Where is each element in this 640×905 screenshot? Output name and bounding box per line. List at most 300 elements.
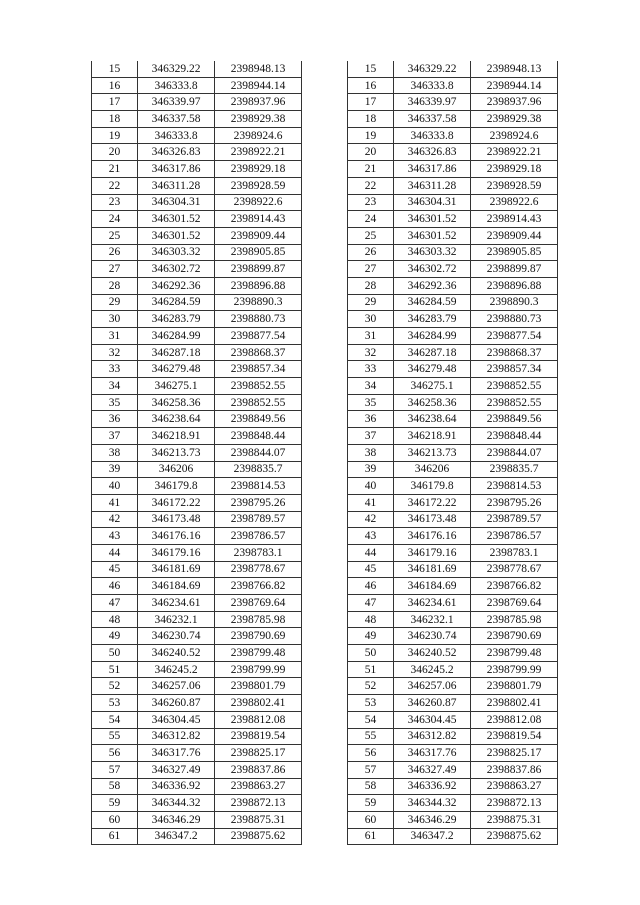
table-row (92, 111, 302, 128)
y-coordinate-cell: 2398825.17 (215, 745, 302, 762)
point-number-cell: 28 (92, 277, 138, 294)
y-coordinate-cell: 2398844.07 (471, 444, 558, 461)
y-coordinate-cell: 2398922.6 (215, 194, 302, 211)
point-number-cell: 54 (348, 711, 394, 728)
y-coordinate-cell: 2398948.13 (471, 61, 558, 77)
point-number-cell: 27 (92, 261, 138, 278)
point-number-cell: 47 (92, 595, 138, 612)
point-number-cell: 17 (348, 94, 394, 111)
x-coordinate-cell: 346317.86 (138, 161, 215, 178)
y-coordinate-cell: 2398928.59 (215, 177, 302, 194)
table-row (92, 127, 302, 144)
x-coordinate-cell: 346181.69 (394, 561, 471, 578)
y-coordinate-cell: 2398783.1 (215, 544, 302, 561)
table-row (92, 378, 302, 395)
y-coordinate-cell: 2398857.34 (215, 361, 302, 378)
table-row (92, 361, 302, 378)
point-number-cell: 42 (348, 511, 394, 528)
x-coordinate-cell: 346304.45 (394, 711, 471, 728)
table-row (92, 311, 302, 328)
point-number-cell: 24 (348, 211, 394, 228)
y-coordinate-cell: 2398880.73 (471, 311, 558, 328)
y-coordinate-cell: 2398937.96 (215, 94, 302, 111)
y-coordinate-cell: 2398899.87 (471, 261, 558, 278)
point-number-cell: 26 (92, 244, 138, 261)
point-number-cell: 24 (92, 211, 138, 228)
point-number-cell: 52 (92, 678, 138, 695)
x-coordinate-cell: 346283.79 (394, 311, 471, 328)
x-coordinate-cell: 346339.97 (394, 94, 471, 111)
point-number-cell: 34 (348, 378, 394, 395)
x-coordinate-cell: 346302.72 (138, 261, 215, 278)
table-row (348, 778, 558, 795)
point-number-cell: 50 (92, 645, 138, 662)
point-number-cell: 46 (348, 578, 394, 595)
point-number-cell: 49 (92, 628, 138, 645)
x-coordinate-cell: 346287.18 (138, 344, 215, 361)
x-coordinate-cell: 346179.16 (138, 544, 215, 561)
y-coordinate-cell: 2398863.27 (215, 778, 302, 795)
x-coordinate-cell: 346301.52 (394, 211, 471, 228)
x-coordinate-cell: 346179.8 (394, 478, 471, 495)
y-coordinate-cell: 2398852.55 (215, 394, 302, 411)
y-coordinate-cell: 2398837.86 (215, 761, 302, 778)
x-coordinate-cell: 346213.73 (394, 444, 471, 461)
table-row (348, 127, 558, 144)
x-coordinate-cell: 346260.87 (394, 695, 471, 712)
y-coordinate-cell: 2398799.99 (215, 661, 302, 678)
table-row (92, 811, 302, 828)
y-coordinate-cell: 2398905.85 (215, 244, 302, 261)
table-row (92, 778, 302, 795)
x-coordinate-cell: 346304.45 (138, 711, 215, 728)
x-coordinate-cell: 346279.48 (394, 361, 471, 378)
point-number-cell: 40 (348, 478, 394, 495)
x-coordinate-cell: 346301.52 (138, 211, 215, 228)
x-coordinate-cell: 346346.29 (138, 811, 215, 828)
x-coordinate-cell: 346179.16 (394, 544, 471, 561)
x-coordinate-cell: 346258.36 (138, 394, 215, 411)
point-number-cell: 41 (348, 494, 394, 511)
table-row (348, 361, 558, 378)
x-coordinate-cell: 346240.52 (138, 645, 215, 662)
table-row (92, 94, 302, 111)
x-coordinate-cell: 346206 (138, 461, 215, 478)
table-row (348, 828, 558, 845)
table-row (92, 394, 302, 411)
point-number-cell: 59 (348, 795, 394, 812)
table-row (348, 277, 558, 294)
table-row (348, 761, 558, 778)
point-number-cell: 33 (348, 361, 394, 378)
table-row (348, 461, 558, 478)
y-coordinate-cell: 2398937.96 (471, 94, 558, 111)
point-number-cell: 39 (92, 461, 138, 478)
table-row (92, 728, 302, 745)
y-coordinate-cell: 2398929.18 (471, 161, 558, 178)
point-number-cell: 40 (92, 478, 138, 495)
coordinate-table-right (347, 61, 558, 845)
point-number-cell: 33 (92, 361, 138, 378)
table-row (92, 494, 302, 511)
x-coordinate-cell: 346303.32 (394, 244, 471, 261)
x-coordinate-cell: 346238.64 (138, 411, 215, 428)
y-coordinate-cell: 2398872.13 (215, 795, 302, 812)
x-coordinate-cell: 346347.2 (394, 828, 471, 845)
table-row (92, 411, 302, 428)
point-number-cell: 36 (348, 411, 394, 428)
table-row (92, 711, 302, 728)
x-coordinate-cell: 346317.86 (394, 161, 471, 178)
point-number-cell: 17 (92, 94, 138, 111)
table-row (348, 61, 558, 77)
x-coordinate-cell: 346317.76 (394, 745, 471, 762)
y-coordinate-cell: 2398929.38 (215, 111, 302, 128)
coordinate-table-left-body (92, 61, 302, 845)
x-coordinate-cell: 346257.06 (394, 678, 471, 695)
y-coordinate-cell: 2398852.55 (471, 394, 558, 411)
y-coordinate-cell: 2398835.7 (215, 461, 302, 478)
point-number-cell: 34 (92, 378, 138, 395)
point-number-cell: 20 (348, 144, 394, 161)
table-row (348, 378, 558, 395)
y-coordinate-cell: 2398909.44 (215, 227, 302, 244)
y-coordinate-cell: 2398799.48 (215, 645, 302, 662)
x-coordinate-cell: 346232.1 (394, 611, 471, 628)
point-number-cell: 60 (348, 811, 394, 828)
point-number-cell: 37 (348, 428, 394, 445)
x-coordinate-cell: 346312.82 (394, 728, 471, 745)
x-coordinate-cell: 346336.92 (138, 778, 215, 795)
table-row (92, 544, 302, 561)
point-number-cell: 58 (92, 778, 138, 795)
x-coordinate-cell: 346184.69 (138, 578, 215, 595)
point-number-cell: 32 (348, 344, 394, 361)
point-number-cell: 43 (348, 528, 394, 545)
table-row (348, 745, 558, 762)
point-number-cell: 51 (92, 661, 138, 678)
table-row (92, 578, 302, 595)
y-coordinate-cell: 2398837.86 (471, 761, 558, 778)
x-coordinate-cell: 346245.2 (394, 661, 471, 678)
point-number-cell: 16 (348, 77, 394, 94)
point-number-cell: 29 (348, 294, 394, 311)
y-coordinate-cell: 2398928.59 (471, 177, 558, 194)
y-coordinate-cell: 2398799.99 (471, 661, 558, 678)
coordinate-table-right-body (348, 61, 558, 845)
point-number-cell: 20 (92, 144, 138, 161)
table-row (348, 328, 558, 345)
table-row (348, 695, 558, 712)
x-coordinate-cell: 346284.59 (394, 294, 471, 311)
x-coordinate-cell: 346279.48 (138, 361, 215, 378)
x-coordinate-cell: 346173.48 (394, 511, 471, 528)
table-row (92, 561, 302, 578)
coordinate-table-left (91, 61, 302, 845)
y-coordinate-cell: 2398848.44 (215, 428, 302, 445)
y-coordinate-cell: 2398872.13 (471, 795, 558, 812)
point-number-cell: 19 (92, 127, 138, 144)
point-number-cell: 35 (348, 394, 394, 411)
x-coordinate-cell: 346326.83 (138, 144, 215, 161)
x-coordinate-cell: 346311.28 (394, 177, 471, 194)
table-row (348, 444, 558, 461)
x-coordinate-cell: 346333.8 (138, 77, 215, 94)
point-number-cell: 46 (92, 578, 138, 595)
point-number-cell: 44 (92, 544, 138, 561)
table-row (92, 428, 302, 445)
x-coordinate-cell: 346329.22 (138, 61, 215, 77)
y-coordinate-cell: 2398790.69 (215, 628, 302, 645)
table-row (348, 411, 558, 428)
table-row (92, 478, 302, 495)
table-row (348, 661, 558, 678)
y-coordinate-cell: 2398812.08 (471, 711, 558, 728)
y-coordinate-cell: 2398944.14 (215, 77, 302, 94)
point-number-cell: 44 (348, 544, 394, 561)
x-coordinate-cell: 346213.73 (138, 444, 215, 461)
y-coordinate-cell: 2398786.57 (471, 528, 558, 545)
point-number-cell: 18 (92, 111, 138, 128)
x-coordinate-cell: 346336.92 (394, 778, 471, 795)
table-row (92, 645, 302, 662)
table-row (92, 745, 302, 762)
table-row (348, 294, 558, 311)
x-coordinate-cell: 346337.58 (138, 111, 215, 128)
x-coordinate-cell: 346230.74 (394, 628, 471, 645)
x-coordinate-cell: 346284.59 (138, 294, 215, 311)
table-row (92, 461, 302, 478)
table-row (92, 828, 302, 845)
y-coordinate-cell: 2398785.98 (215, 611, 302, 628)
point-number-cell: 39 (348, 461, 394, 478)
point-number-cell: 55 (92, 728, 138, 745)
y-coordinate-cell: 2398785.98 (471, 611, 558, 628)
y-coordinate-cell: 2398812.08 (215, 711, 302, 728)
table-row (92, 761, 302, 778)
x-coordinate-cell: 346287.18 (394, 344, 471, 361)
y-coordinate-cell: 2398814.53 (215, 478, 302, 495)
x-coordinate-cell: 346179.8 (138, 478, 215, 495)
point-number-cell: 48 (92, 611, 138, 628)
point-number-cell: 45 (92, 561, 138, 578)
table-row (92, 277, 302, 294)
point-number-cell: 57 (92, 761, 138, 778)
point-number-cell: 54 (92, 711, 138, 728)
y-coordinate-cell: 2398783.1 (471, 544, 558, 561)
y-coordinate-cell: 2398852.55 (471, 378, 558, 395)
x-coordinate-cell: 346172.22 (394, 494, 471, 511)
x-coordinate-cell: 346257.06 (138, 678, 215, 695)
point-number-cell: 50 (348, 645, 394, 662)
x-coordinate-cell: 346292.36 (394, 277, 471, 294)
y-coordinate-cell: 2398922.21 (215, 144, 302, 161)
x-coordinate-cell: 346344.32 (394, 795, 471, 812)
point-number-cell: 60 (92, 811, 138, 828)
x-coordinate-cell: 346275.1 (394, 378, 471, 395)
point-number-cell: 27 (348, 261, 394, 278)
x-coordinate-cell: 346275.1 (138, 378, 215, 395)
point-number-cell: 35 (92, 394, 138, 411)
table-row (92, 695, 302, 712)
point-number-cell: 45 (348, 561, 394, 578)
point-number-cell: 47 (348, 595, 394, 612)
y-coordinate-cell: 2398849.56 (215, 411, 302, 428)
x-coordinate-cell: 346206 (394, 461, 471, 478)
table-row (92, 511, 302, 528)
y-coordinate-cell: 2398868.37 (471, 344, 558, 361)
x-coordinate-cell: 346258.36 (394, 394, 471, 411)
y-coordinate-cell: 2398899.87 (215, 261, 302, 278)
table-row (92, 328, 302, 345)
table-row (92, 795, 302, 812)
x-coordinate-cell: 346292.36 (138, 277, 215, 294)
y-coordinate-cell: 2398789.57 (471, 511, 558, 528)
y-coordinate-cell: 2398848.44 (471, 428, 558, 445)
y-coordinate-cell: 2398801.79 (471, 678, 558, 695)
point-number-cell: 55 (348, 728, 394, 745)
x-coordinate-cell: 346327.49 (138, 761, 215, 778)
x-coordinate-cell: 346311.28 (138, 177, 215, 194)
x-coordinate-cell: 346234.61 (394, 595, 471, 612)
table-row (348, 478, 558, 495)
y-coordinate-cell: 2398844.07 (215, 444, 302, 461)
point-number-cell: 15 (348, 61, 394, 77)
x-coordinate-cell: 346304.31 (138, 194, 215, 211)
y-coordinate-cell: 2398924.6 (471, 127, 558, 144)
point-number-cell: 38 (92, 444, 138, 461)
x-coordinate-cell: 346283.79 (138, 311, 215, 328)
x-coordinate-cell: 346176.16 (138, 528, 215, 545)
y-coordinate-cell: 2398766.82 (215, 578, 302, 595)
table-row (348, 494, 558, 511)
y-coordinate-cell: 2398802.41 (215, 695, 302, 712)
y-coordinate-cell: 2398875.31 (471, 811, 558, 828)
table-row (92, 194, 302, 211)
point-number-cell: 19 (348, 127, 394, 144)
x-coordinate-cell: 346284.99 (394, 328, 471, 345)
x-coordinate-cell: 346346.29 (394, 811, 471, 828)
x-coordinate-cell: 346317.76 (138, 745, 215, 762)
table-row (348, 227, 558, 244)
y-coordinate-cell: 2398877.54 (215, 328, 302, 345)
y-coordinate-cell: 2398801.79 (215, 678, 302, 695)
point-number-cell: 43 (92, 528, 138, 545)
table-row (348, 528, 558, 545)
y-coordinate-cell: 2398857.34 (471, 361, 558, 378)
table-row (92, 177, 302, 194)
x-coordinate-cell: 346304.31 (394, 194, 471, 211)
x-coordinate-cell: 346173.48 (138, 511, 215, 528)
x-coordinate-cell: 346327.49 (394, 761, 471, 778)
point-number-cell: 31 (348, 328, 394, 345)
point-number-cell: 29 (92, 294, 138, 311)
y-coordinate-cell: 2398890.3 (215, 294, 302, 311)
point-number-cell: 22 (348, 177, 394, 194)
table-row (92, 294, 302, 311)
table-row (348, 544, 558, 561)
table-row (92, 77, 302, 94)
table-row (92, 261, 302, 278)
x-coordinate-cell: 346333.8 (138, 127, 215, 144)
table-row (348, 561, 558, 578)
x-coordinate-cell: 346234.61 (138, 595, 215, 612)
x-coordinate-cell: 346245.2 (138, 661, 215, 678)
y-coordinate-cell: 2398948.13 (215, 61, 302, 77)
y-coordinate-cell: 2398929.18 (215, 161, 302, 178)
point-number-cell: 49 (348, 628, 394, 645)
y-coordinate-cell: 2398802.41 (471, 695, 558, 712)
y-coordinate-cell: 2398769.64 (471, 595, 558, 612)
y-coordinate-cell: 2398896.88 (215, 277, 302, 294)
table-row (92, 661, 302, 678)
y-coordinate-cell: 2398819.54 (215, 728, 302, 745)
y-coordinate-cell: 2398914.43 (471, 211, 558, 228)
point-number-cell: 53 (92, 695, 138, 712)
table-row (348, 428, 558, 445)
table-row (348, 711, 558, 728)
point-number-cell: 36 (92, 411, 138, 428)
y-coordinate-cell: 2398868.37 (215, 344, 302, 361)
y-coordinate-cell: 2398814.53 (471, 478, 558, 495)
x-coordinate-cell: 346238.64 (394, 411, 471, 428)
point-number-cell: 32 (92, 344, 138, 361)
point-number-cell: 61 (92, 828, 138, 845)
table-row (92, 678, 302, 695)
table-row (348, 77, 558, 94)
point-number-cell: 25 (92, 227, 138, 244)
x-coordinate-cell: 346232.1 (138, 611, 215, 628)
y-coordinate-cell: 2398778.67 (471, 561, 558, 578)
y-coordinate-cell: 2398790.69 (471, 628, 558, 645)
x-coordinate-cell: 346284.99 (138, 328, 215, 345)
point-number-cell: 18 (348, 111, 394, 128)
point-number-cell: 23 (92, 194, 138, 211)
point-number-cell: 42 (92, 511, 138, 528)
x-coordinate-cell: 346339.97 (138, 94, 215, 111)
y-coordinate-cell: 2398778.67 (215, 561, 302, 578)
table-row (92, 144, 302, 161)
y-coordinate-cell: 2398905.85 (471, 244, 558, 261)
y-coordinate-cell: 2398825.17 (471, 745, 558, 762)
table-row (92, 528, 302, 545)
y-coordinate-cell: 2398909.44 (471, 227, 558, 244)
point-number-cell: 58 (348, 778, 394, 795)
table-row (348, 244, 558, 261)
x-coordinate-cell: 346303.32 (138, 244, 215, 261)
point-number-cell: 28 (348, 277, 394, 294)
y-coordinate-cell: 2398922.21 (471, 144, 558, 161)
x-coordinate-cell: 346240.52 (394, 645, 471, 662)
table-row (348, 394, 558, 411)
point-number-cell: 53 (348, 695, 394, 712)
table-row (92, 227, 302, 244)
table-row (92, 595, 302, 612)
x-coordinate-cell: 346337.58 (394, 111, 471, 128)
table-row (348, 611, 558, 628)
y-coordinate-cell: 2398914.43 (215, 211, 302, 228)
x-coordinate-cell: 346184.69 (394, 578, 471, 595)
table-row (348, 344, 558, 361)
point-number-cell: 41 (92, 494, 138, 511)
table-row (348, 795, 558, 812)
table-row (92, 444, 302, 461)
y-coordinate-cell: 2398890.3 (471, 294, 558, 311)
x-coordinate-cell: 346176.16 (394, 528, 471, 545)
x-coordinate-cell: 346218.91 (138, 428, 215, 445)
table-row (348, 728, 558, 745)
x-coordinate-cell: 346347.2 (138, 828, 215, 845)
